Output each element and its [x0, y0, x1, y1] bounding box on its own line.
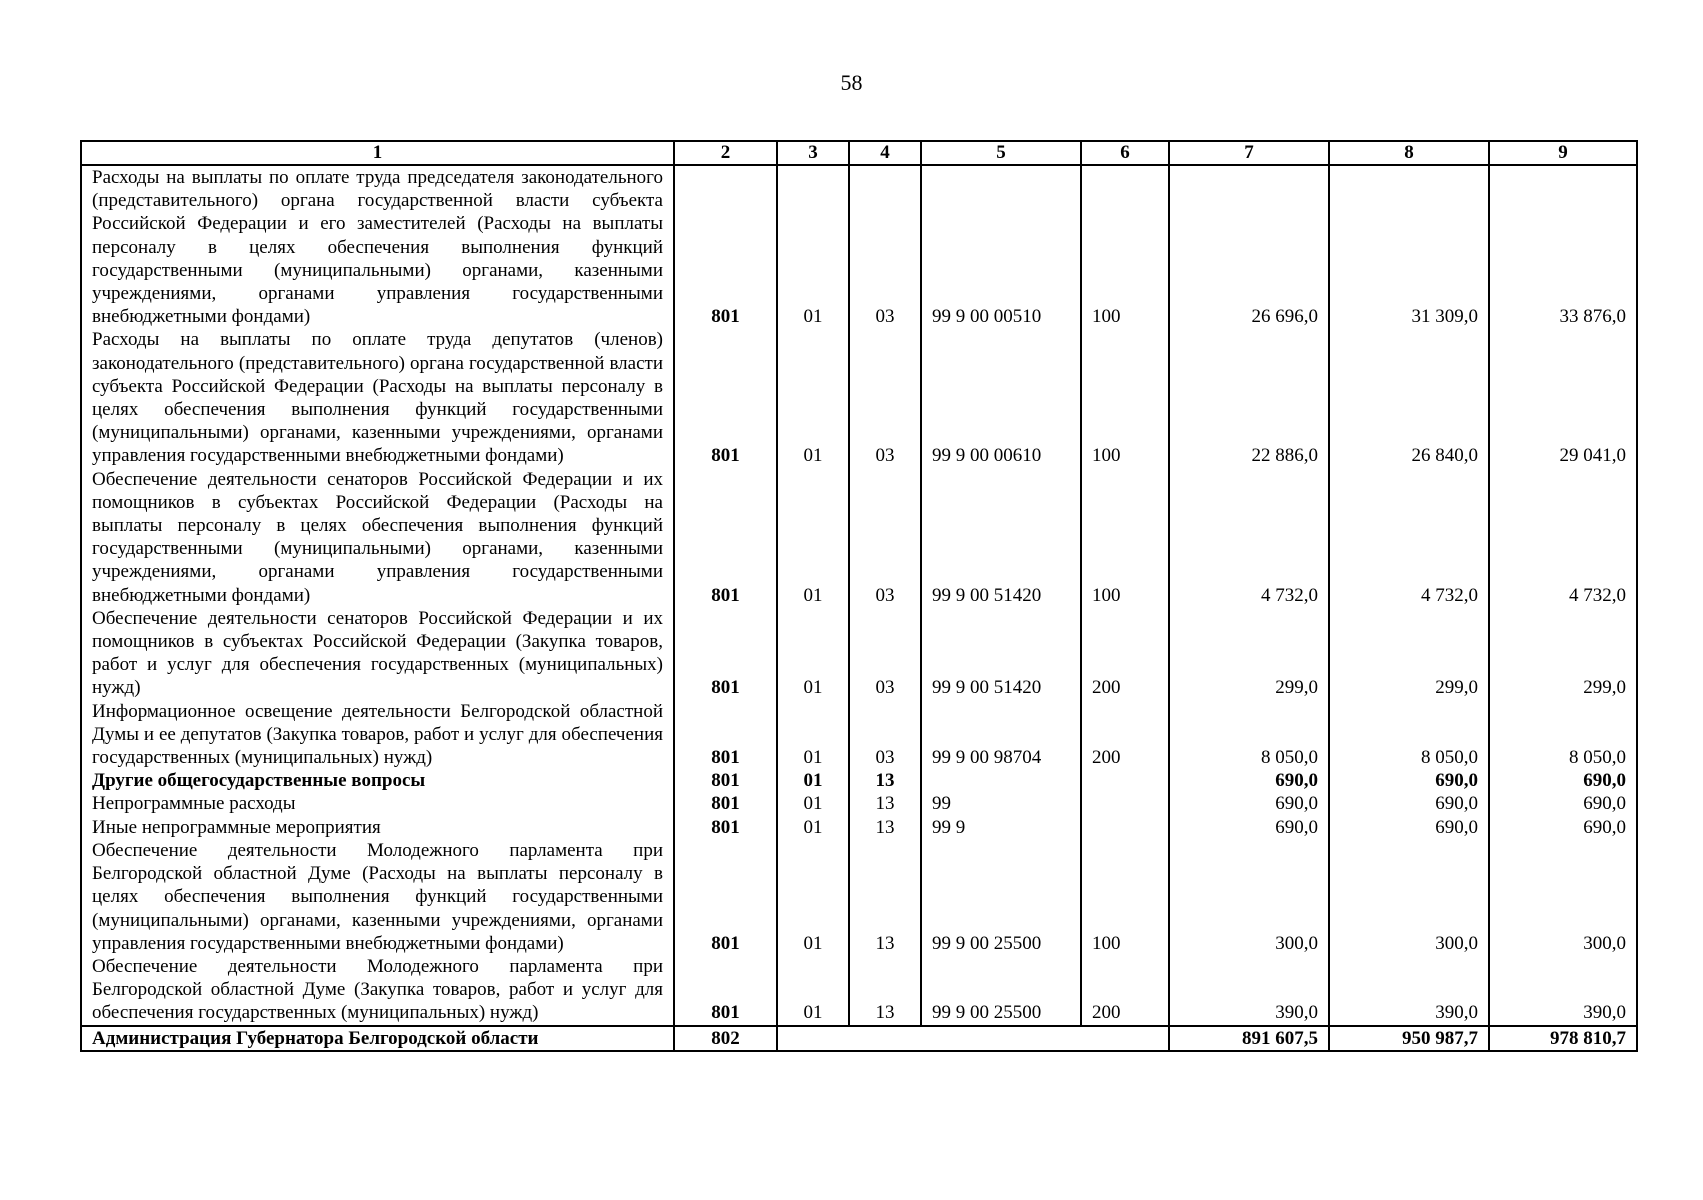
row-name: Другие общегосударственные вопросы: [81, 769, 674, 792]
ved-code: 801: [674, 607, 777, 700]
ved-code: 801: [674, 839, 777, 955]
column-header: 5: [921, 141, 1081, 165]
row-name: Информационное освещение деятельности Белгородской областной Думы и ее депутатов (Закупка товаров, работ и услуг для обеспечения государственных (муниципальных) нужд): [81, 700, 674, 770]
expense-type-code: 100: [1081, 328, 1169, 467]
column-header: 2: [674, 141, 777, 165]
column-header: 3: [777, 141, 849, 165]
amount-year-1: 299,0: [1169, 607, 1329, 700]
row-name: Расходы на выплаты по оплате труда депутатов (членов) законодательного (представительного) органа государственной власти субъекта Российской Федерации (Расходы на выплаты персоналу в целях обеспечения выполнения функций государственными (муниципальными) органами, казенными учреждениями, органами управления государственными внебюджетными фондами): [81, 328, 674, 467]
amount-year-3: 4 732,0: [1489, 468, 1637, 607]
section-code: 01: [777, 839, 849, 955]
subsection-code: 03: [849, 165, 921, 328]
amount-year-1: 690,0: [1169, 816, 1329, 839]
total-amount-year-2: 950 987,7: [1329, 1026, 1489, 1051]
row-name: Обеспечение деятельности сенаторов Российской Федерации и их помощников в субъектах Российской Федерации (Расходы на выплаты персоналу в целях обеспечения выполнения функций государственными (муниципальными) органами, казенными учреждениями, органами управления государственными внебюджетными фондами): [81, 468, 674, 607]
section-code: 01: [777, 468, 849, 607]
table-row: [81, 839, 1637, 955]
amount-year-2: 299,0: [1329, 607, 1489, 700]
section-code: 01: [777, 165, 849, 328]
column-header: 9: [1489, 141, 1637, 165]
table-row: [81, 816, 1637, 839]
subsection-code: 13: [849, 792, 921, 815]
ved-code: 801: [674, 816, 777, 839]
column-header: 6: [1081, 141, 1169, 165]
column-header: 7: [1169, 141, 1329, 165]
section-code: 01: [777, 769, 849, 792]
amount-year-3: 690,0: [1489, 816, 1637, 839]
amount-year-3: 690,0: [1489, 792, 1637, 815]
header-row: [81, 141, 1637, 165]
column-header: 1: [81, 141, 674, 165]
ved-code: 801: [674, 165, 777, 328]
amount-year-1: 390,0: [1169, 955, 1329, 1026]
expense-type-code: 100: [1081, 839, 1169, 955]
column-header: 8: [1329, 141, 1489, 165]
total-empty-codes: [777, 1026, 1169, 1051]
table-row-total: [81, 1026, 1637, 1051]
amount-year-2: 390,0: [1329, 955, 1489, 1026]
column-header: 4: [849, 141, 921, 165]
ved-code: 801: [674, 468, 777, 607]
target-article-code: 99 9: [921, 816, 1081, 839]
amount-year-3: 299,0: [1489, 607, 1637, 700]
amount-year-3: 29 041,0: [1489, 328, 1637, 467]
target-article-code: 99 9 00 51420: [921, 468, 1081, 607]
section-code: 01: [777, 607, 849, 700]
amount-year-2: 4 732,0: [1329, 468, 1489, 607]
amount-year-1: 22 886,0: [1169, 328, 1329, 467]
total-row-name: Администрация Губернатора Белгородской области: [81, 1026, 674, 1051]
amount-year-3: 690,0: [1489, 769, 1637, 792]
section-code: 01: [777, 328, 849, 467]
amount-year-2: 690,0: [1329, 816, 1489, 839]
amount-year-2: 300,0: [1329, 839, 1489, 955]
subsection-code: 13: [849, 955, 921, 1026]
total-amount-year-3: 978 810,7: [1489, 1026, 1637, 1051]
row-name: Обеспечение деятельности Молодежного парламента при Белгородской областной Думе (Расходы на выплаты персоналу в целях обеспечения выполнения функций государственными (муниципальными) органами, казенными учреждениями, органами управления государственными внебюджетными фондами): [81, 839, 674, 955]
budget-table: [80, 140, 1638, 1052]
amount-year-1: 8 050,0: [1169, 700, 1329, 770]
row-name: Обеспечение деятельности сенаторов Российской Федерации и их помощников в субъектах Российской Федерации (Закупка товаров, работ и услуг для обеспечения государственных (муниципальных) нужд): [81, 607, 674, 700]
table-row: [81, 700, 1637, 770]
page-number: 58: [840, 70, 863, 95]
table-row: [81, 165, 1637, 328]
amount-year-1: 26 696,0: [1169, 165, 1329, 328]
expense-type-code: [1081, 816, 1169, 839]
target-article-code: 99 9 00 98704: [921, 700, 1081, 770]
expense-type-code: 200: [1081, 700, 1169, 770]
amount-year-1: 300,0: [1169, 839, 1329, 955]
expense-type-code: 200: [1081, 607, 1169, 700]
expense-type-code: [1081, 792, 1169, 815]
target-article-code: 99 9 00 25500: [921, 955, 1081, 1026]
table-row: [81, 792, 1637, 815]
subsection-code: 03: [849, 700, 921, 770]
amount-year-3: 33 876,0: [1489, 165, 1637, 328]
section-code: 01: [777, 955, 849, 1026]
amount-year-1: 690,0: [1169, 769, 1329, 792]
ved-code: 801: [674, 700, 777, 770]
table-row: [81, 468, 1637, 607]
amount-year-2: 31 309,0: [1329, 165, 1489, 328]
table-row-subtotal: [81, 769, 1637, 792]
amount-year-2: 690,0: [1329, 769, 1489, 792]
amount-year-3: 8 050,0: [1489, 700, 1637, 770]
expense-type-code: 200: [1081, 955, 1169, 1026]
target-article-code: 99 9 00 51420: [921, 607, 1081, 700]
subsection-code: 03: [849, 328, 921, 467]
amount-year-2: 690,0: [1329, 792, 1489, 815]
row-name: Иные непрограммные мероприятия: [81, 816, 674, 839]
target-article-code: [921, 769, 1081, 792]
subsection-code: 13: [849, 769, 921, 792]
ved-code: 801: [674, 328, 777, 467]
amount-year-3: 300,0: [1489, 839, 1637, 955]
expense-type-code: 100: [1081, 468, 1169, 607]
ved-code: 801: [674, 792, 777, 815]
target-article-code: 99 9 00 00510: [921, 165, 1081, 328]
subsection-code: 13: [849, 839, 921, 955]
target-article-code: 99 9 00 00610: [921, 328, 1081, 467]
amount-year-3: 390,0: [1489, 955, 1637, 1026]
target-article-code: 99: [921, 792, 1081, 815]
section-code: 01: [777, 792, 849, 815]
total-amount-year-1: 891 607,5: [1169, 1026, 1329, 1051]
table-row: [81, 607, 1637, 700]
target-article-code: 99 9 00 25500: [921, 839, 1081, 955]
amount-year-1: 690,0: [1169, 792, 1329, 815]
section-code: 01: [777, 700, 849, 770]
ved-code: 801: [674, 955, 777, 1026]
ved-code: 801: [674, 769, 777, 792]
row-name: Расходы на выплаты по оплате труда председателя законодательного (представительного) органа государственной власти субъекта Российской Федерации и его заместителей (Расходы на выплаты персоналу в целях обеспечения выполнения функций государственными (муниципальными) органами, казенными учреждениями, органами управления государственными внебюджетными фондами): [81, 165, 674, 328]
subsection-code: 03: [849, 468, 921, 607]
expense-type-code: [1081, 769, 1169, 792]
subsection-code: 03: [849, 607, 921, 700]
row-name: Непрограммные расходы: [81, 792, 674, 815]
row-name: Обеспечение деятельности Молодежного парламента при Белгородской областной Думе (Закупка товаров, работ и услуг для обеспечения государственных (муниципальных) нужд): [81, 955, 674, 1026]
amount-year-2: 8 050,0: [1329, 700, 1489, 770]
amount-year-2: 26 840,0: [1329, 328, 1489, 467]
expense-type-code: 100: [1081, 165, 1169, 328]
total-ved-code: 802: [674, 1026, 777, 1051]
subsection-code: 13: [849, 816, 921, 839]
section-code: 01: [777, 816, 849, 839]
amount-year-1: 4 732,0: [1169, 468, 1329, 607]
table-row: [81, 955, 1637, 1026]
table-row: [81, 328, 1637, 467]
